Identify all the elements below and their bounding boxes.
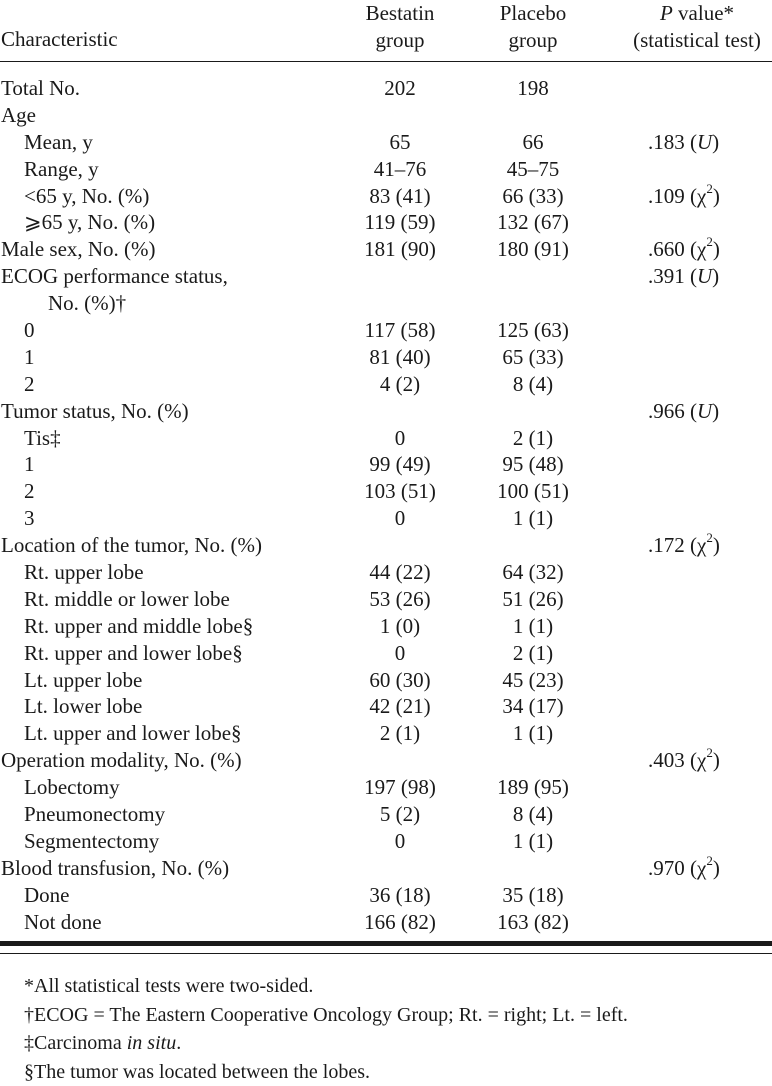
cell-characteristic: 2 [24,371,35,396]
cell-characteristic: Rt. middle or lower lobe [24,586,230,611]
table-row [0,559,772,586]
cell-placebo: 45 (23) [502,667,564,692]
table-row [0,613,772,640]
header-bestatin-line2: group [375,28,425,52]
pvalue-test: χ [697,748,707,773]
cell-characteristic: No. (%)† [48,291,127,316]
cell-pvalue: .183 (U) [648,129,720,154]
cell-pvalue: .660 $(\chi^2)$ [648,234,720,262]
cell-placebo: 95 (48) [502,452,564,477]
table-bottom-rule-thin [0,953,772,954]
cell-characteristic: 1 [24,452,35,477]
cell-bestatin: 1 (0) [379,613,421,638]
cell-bestatin: 202 [384,76,416,100]
pvalue-number: .109 [648,183,685,208]
table-row [0,129,772,156]
cell-bestatin: 0 [394,425,406,450]
cell-placebo: 8 (4) [512,371,554,396]
pvalue-number: .183 [648,129,685,154]
cell-placebo: 163 (82) [497,909,569,934]
cell-placebo: 198 [517,76,549,100]
pvalue-test: χ [697,183,707,208]
cell-placebo: 132 (67) [497,210,569,235]
table-row [0,75,772,102]
header-pvalue [612,0,772,54]
cell-bestatin: 42 (21) [369,694,431,719]
pvalue-number: .172 [648,533,685,558]
cell-characteristic: Total No. [1,76,81,100]
table-row [0,532,772,559]
cell-placebo: 34 (17) [502,694,564,719]
cell-placebo: 65 (33) [502,344,564,369]
pvalue-number: .660 [648,237,685,262]
header-pvalue-line2: (statistical test) [633,28,761,52]
cell-characteristic: Lobectomy [24,775,120,800]
table-row [0,478,772,505]
cell-characteristic: Tis‡ [24,425,61,450]
cell-bestatin: 2 (1) [379,721,421,746]
header-placebo-line2: group [508,28,558,52]
header-pvalue-line1 [612,0,772,27]
cell-bestatin: 181 (90) [364,237,436,262]
cell-characteristic: 1 [24,344,35,369]
cell-placebo: 1 (1) [512,613,554,638]
cell-bestatin: 103 (51) [364,479,436,504]
header-placebo-group [468,0,598,54]
cell-placebo: 180 (91) [497,237,569,262]
cell-characteristic: Segmentectomy [24,828,160,853]
cell-characteristic: Age [1,102,36,127]
table-row [0,882,772,909]
cell-bestatin: 44 (22) [369,560,431,585]
header-pvalue-rest: value* [672,1,735,25]
cell-bestatin: 83 (41) [369,183,431,208]
cell-bestatin: 99 (49) [369,452,431,477]
cell-placebo: 45–75 [506,156,560,181]
pvalue-test: U [697,398,713,423]
cell-placebo: 1 (1) [512,721,554,746]
table-row [0,640,772,667]
footnote-3-prefix: ‡Carcinoma [24,1032,127,1054]
cell-bestatin: 60 (30) [369,667,431,692]
cell-characteristic: ⩾65 y, No. (%) [24,210,156,235]
cell-bestatin: 0 [394,640,406,665]
pvalue-number: .966 [648,398,685,423]
cell-placebo: 100 (51) [497,479,569,504]
pvalue-number: .403 [648,748,685,773]
table-row [0,505,772,532]
cell-characteristic: ECOG performance status, [1,264,228,289]
cell-characteristic: Operation modality, No. (%) [1,748,242,773]
cell-characteristic: Rt. upper and middle lobe§ [24,613,254,638]
cell-pvalue: .172 $(\chi^2)$ [648,530,720,558]
footnote-3 [24,1029,772,1058]
table-row [0,236,772,263]
cell-bestatin: 0 [394,506,406,531]
table-row [0,156,772,183]
cell-placebo: 1 (1) [512,828,554,853]
footnote-3-suffix: . [176,1032,182,1054]
cell-characteristic: Mean, y [24,129,93,154]
header-bestatin-line1: Bestatin [365,1,435,25]
table-row [0,852,772,882]
cell-characteristic: <65 y, No. (%) [24,183,150,208]
table-row [0,102,772,129]
header-bestatin-group [335,0,465,54]
table-row [0,774,772,801]
cell-characteristic: Done [24,882,70,907]
table-row [0,747,772,774]
table-row [0,909,772,936]
cell-placebo: 2 (1) [512,640,554,665]
cell-characteristic: Male sex, No. (%) [1,237,156,262]
cell-characteristic: Lt. upper and lower lobe§ [24,721,242,746]
cell-pvalue: .966 (U) [648,398,720,423]
cell-pvalue: .391 (U) [648,264,720,289]
cell-characteristic: Lt. upper lobe [24,667,143,692]
table-row [0,317,772,344]
cell-bestatin: 4 (2) [379,371,421,396]
cell-bestatin: 36 (18) [369,882,431,907]
pvalue-test-superscript: 2 [706,234,713,250]
cell-bestatin: 0 [394,828,406,853]
cell-characteristic: 2 [24,479,35,504]
cell-pvalue: .109 $(\chi^2)$ [648,180,720,208]
cell-characteristic: Range, y [24,156,99,181]
pvalue-test-superscript: 2 [706,530,713,546]
cell-bestatin: 197 (98) [364,775,436,800]
cell-bestatin: 53 (26) [369,586,431,611]
cell-placebo: 66 [522,129,544,154]
cell-bestatin: 119 (59) [364,210,436,235]
cell-bestatin: 41–76 [373,156,427,181]
footnote-3-italic: in situ [126,1032,177,1054]
cell-placebo: 125 (63) [497,318,569,343]
footnote-1: *All statistical tests were two-sided. [24,975,314,997]
cell-placebo: 66 (33) [502,183,564,208]
cell-placebo: 64 (32) [502,560,564,585]
table-row [0,828,772,855]
header-rule [0,61,772,62]
table-row [0,263,772,290]
cell-characteristic: Rt. upper lobe [24,560,144,585]
cell-placebo: 2 (1) [512,425,554,450]
table-row [0,801,772,828]
cell-characteristic: Tumor status, No. (%) [1,398,189,423]
pvalue-number: .970 [648,855,685,880]
table-row [0,425,772,452]
cell-characteristic: Pneumonectomy [24,802,166,827]
cell-pvalue: .970 $(\chi^2)$ [648,852,720,880]
pvalue-test-superscript: 2 [706,180,713,196]
cell-characteristic: 0 [24,318,35,343]
cell-bestatin: 5 (2) [379,802,421,827]
pvalue-test: U [697,264,713,289]
pvalue-number: .391 [648,264,685,289]
cell-characteristic: 3 [24,506,35,531]
cell-characteristic: Not done [24,909,102,934]
header-characteristic: Characteristic [1,27,118,51]
pvalue-test: χ [697,237,707,262]
table-row [0,371,772,398]
header-pvalue-p: P [659,1,673,25]
cell-characteristic: Rt. upper and lower lobe§ [24,640,243,665]
table-row [0,586,772,613]
table-row [0,180,772,210]
cell-characteristic: Blood transfusion, No. (%) [1,855,230,880]
table-bottom-rule-thick [0,941,772,946]
cell-pvalue: .403 $(\chi^2)$ [648,745,720,773]
table-row [0,290,772,317]
cell-placebo: 189 (95) [497,775,569,800]
pvalue-test: χ [697,855,707,880]
header-placebo-line1: Placebo [499,1,567,25]
table-body [0,75,772,936]
footnote-4: §The tumor was located between the lobes. [24,1060,370,1083]
cell-bestatin: 166 (82) [364,909,436,934]
pvalue-test: χ [697,533,707,558]
cell-bestatin: 117 (58) [364,318,436,343]
cell-placebo: 8 (4) [512,802,554,827]
table-row [0,398,772,425]
cell-bestatin: 65 [389,129,411,154]
cell-bestatin: 81 (40) [369,344,431,369]
pvalue-test-superscript: 2 [706,852,713,868]
cell-characteristic: Lt. lower lobe [24,694,143,719]
table-row [0,209,772,236]
table-row [0,667,772,694]
cell-placebo: 1 (1) [512,506,554,531]
table-row [0,693,772,720]
cell-placebo: 35 (18) [502,882,564,907]
pvalue-test: U [697,129,713,154]
pvalue-test-superscript: 2 [706,745,713,761]
table-row [0,720,772,747]
table-row [0,451,772,478]
footnote-2: †ECOG = The Eastern Cooperative Oncology Group; Rt. = right; Lt. = left. [24,1003,628,1026]
table-row [0,344,772,371]
footnotes [24,972,772,1086]
cell-characteristic: Location of the tumor, No. (%) [1,533,263,558]
cell-placebo: 51 (26) [502,586,564,611]
